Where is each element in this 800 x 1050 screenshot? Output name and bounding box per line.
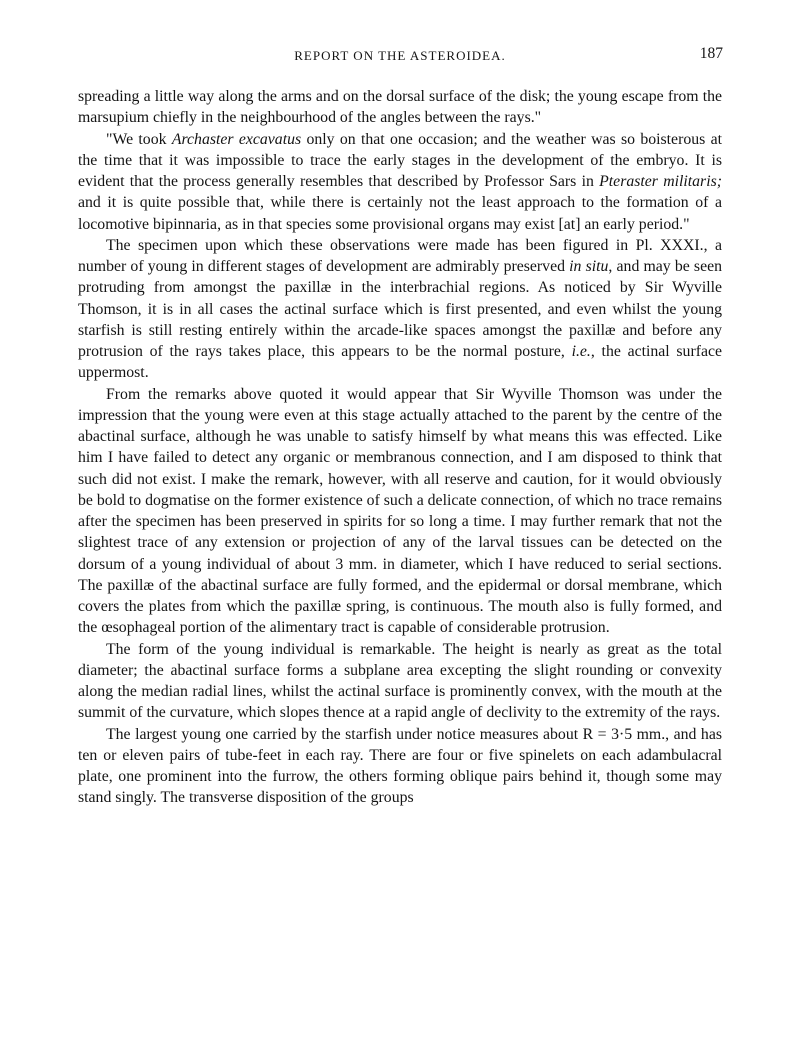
page-number: 187 xyxy=(699,45,723,62)
page-header xyxy=(0,45,800,72)
text-run: , and may be seen protruding from amongst the paxillæ in the interbrachial regions. As noticed by Sir Wyville Thomson, it is in all cases the actinal surface which is first presented, and even whilst the young starfish is still resting entirely within the arcade-like spaces amongst the paxillæ and before any protrusion of the rays takes place, this appears to be the normal posture, xyxy=(78,258,722,360)
text-run: spreading a little way along the arms and on the dorsal surface of the disk; the young escape from the marsupium chiefly in the neighbourhood of the angles between the rays." xyxy=(78,88,722,127)
running-title: REPORT ON THE ASTEROIDEA. xyxy=(294,48,506,63)
species-name-italic: Archaster excavatus xyxy=(171,130,302,148)
paragraph-3 xyxy=(78,235,722,384)
paragraph-2 xyxy=(78,129,722,235)
paragraph-6 xyxy=(78,724,722,809)
text-run: only on that one occasion; and the weather was so boisterous at the time that it was impossible to trace the early stages in the development of the embryo. It is evident that the process generally resembles that described by Professor Sars in xyxy=(78,130,722,190)
text-run: and it is quite possible that, while there is certainly not the least approach to the formation of a locomotive bipinnaria, as in that species some provisional organs may exist [at] an early period." xyxy=(78,194,722,233)
paragraph-5 xyxy=(78,639,722,724)
latin-phrase-italic: i.e. xyxy=(571,343,591,360)
text-run: The form of the young individual is remarkable. The height is nearly as great as the total diameter; the abactinal surface forms a subplane area excepting the slight rounding or convexity along the median radial lines, whilst the actinal surface is prominently convex, with the mouth at the summit of the curvature, which slopes thence at a rapid angle of declivity to the extremity of the rays. xyxy=(78,640,722,722)
text-run: , the actinal surface uppermost. xyxy=(78,343,723,382)
paragraph-4 xyxy=(78,384,722,639)
body-text xyxy=(78,86,722,809)
text-run: The specimen upon which these observations were made has been figured in Pl. XXXI., a number of young in different stages of development are admirably preserved xyxy=(78,236,722,275)
text-run: The largest young one carried by the starfish under notice measures about R = 3·5 mm., and has ten or eleven pairs of tube-feet in each ray. There are four or five spinelets on each adambulacral plate, one prominent into the furrow, the others forming oblique pairs behind it, though some may stand singly. The transverse disposition of the groups xyxy=(78,725,722,807)
latin-phrase-italic: in situ xyxy=(569,258,609,275)
paragraph-1 xyxy=(78,86,722,129)
text-run: "We took xyxy=(106,130,172,148)
species-name-italic: Pteraster militaris; xyxy=(599,173,723,190)
text-run: From the remarks above quoted it would appear that Sir Wyville Thomson was under the impression that the young were even at this stage actually attached to the parent by the centre of the abactinal surface, although he was unable to satisfy himself by what means this was effected. Like him I have failed to detect any organic or membranous connection, and I am disposed to think that such did not exist. I make the remark, however, with all reserve and caution, for it would obviously be bold to dogmatise on the former existence of such a delicate connection, of which no trace remains after the specimen has been preserved in spirits for so long a time. I may further remark that not the slightest trace of any extension or projection of any of the larval tissues can be detected on the dorsum of a young individual of about 3 mm. in diameter, which I have reduced to serial sections. The paxillæ of the abactinal surface are fully formed, and the epidermal or dorsal membrane, which covers the plates from which the paxillæ spring, is continuous. The mouth also is fully formed, and the œsophageal portion of the alimentary tract is capable of considerable protrusion. xyxy=(78,385,722,637)
